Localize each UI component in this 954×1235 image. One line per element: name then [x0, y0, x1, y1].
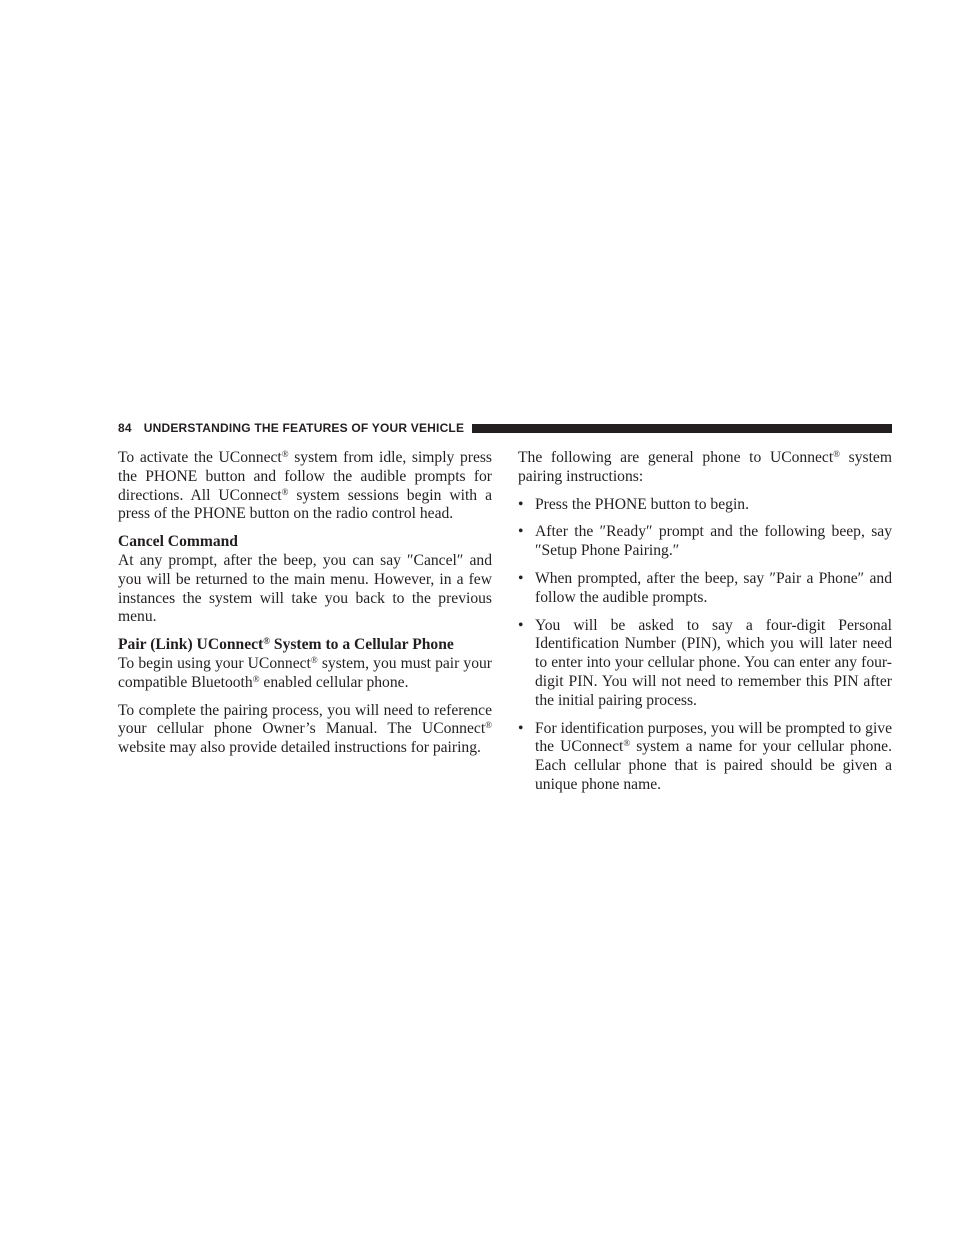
pairing-steps-list — [518, 496, 892, 795]
registered-mark: ® — [281, 449, 289, 459]
cancel-command-heading: Cancel Command — [118, 533, 238, 551]
activate-paragraph: To activate the UConnect® system from idle, simply press the PHONE button and follow the audible prompts for directions. All UConnect® system sessions begin with a press of the PHONE button on the radio control head. — [118, 449, 492, 523]
list-item: • Press the PHONE button to begin. — [518, 495, 749, 513]
registered-mark: ® — [623, 738, 631, 749]
list-item: • After the ″Ready″ prompt and the following beep, say ″Setup Phone Pairing.″ — [518, 523, 892, 560]
registered-mark: ® — [252, 673, 260, 684]
pair-phone-heading: Pair (Link) UConnect® System to a Cellular Phone — [118, 636, 454, 654]
page-header — [118, 420, 892, 436]
bullet-icon: • — [518, 569, 524, 587]
cancel-command-paragraph: At any prompt, after the beep, you can say ″Cancel″ and you will be returned to the main menu. However, in a few instances the system will take you back to the previous menu. — [118, 551, 492, 626]
registered-mark: ® — [263, 636, 270, 647]
left-column — [118, 449, 492, 767]
registered-mark: ® — [833, 449, 841, 459]
header-rule — [472, 424, 892, 433]
registered-mark: ® — [310, 654, 318, 665]
pair-intro-paragraph: To begin using your UConnect® system, you must pair your compatible Bluetooth® enabled cellular phone. — [118, 654, 492, 691]
complete-pairing-paragraph: To complete the pairing process, you will need to reference your cellular phone Owner’s Manual. The UConnect® website may also provide detailed instructions for pairing. — [118, 701, 492, 757]
section-title: UNDERSTANDING THE FEATURES OF YOUR VEHICLE — [143, 421, 465, 435]
list-item: • For identification purposes, you will be prompted to give the UConnect® system a name for your cellular phone. Each cellular phone that is paired should be given a unique phone name. — [518, 719, 892, 793]
bullet-icon: • — [518, 616, 524, 634]
list-item: • When prompted, after the beep, say ″Pair a Phone″ and follow the audible prompts. — [518, 569, 892, 606]
bullet-icon: • — [518, 495, 524, 513]
registered-mark: ® — [281, 486, 289, 497]
registered-mark: ® — [485, 720, 492, 731]
list-item: • You will be asked to say a four-digit Personal Identification Number (PIN), which you will later need to enter into your cellular phone. You can enter any four-digit PIN. You will not need to remember this PIN after the initial pairing process. — [518, 616, 892, 709]
pairing-intro-paragraph: The following are general phone to UConnect® system pairing instructions: — [518, 449, 892, 485]
bullet-icon: • — [518, 523, 524, 541]
right-column — [518, 449, 892, 804]
bullet-icon: • — [518, 719, 524, 737]
page-number: 84 — [118, 421, 132, 435]
